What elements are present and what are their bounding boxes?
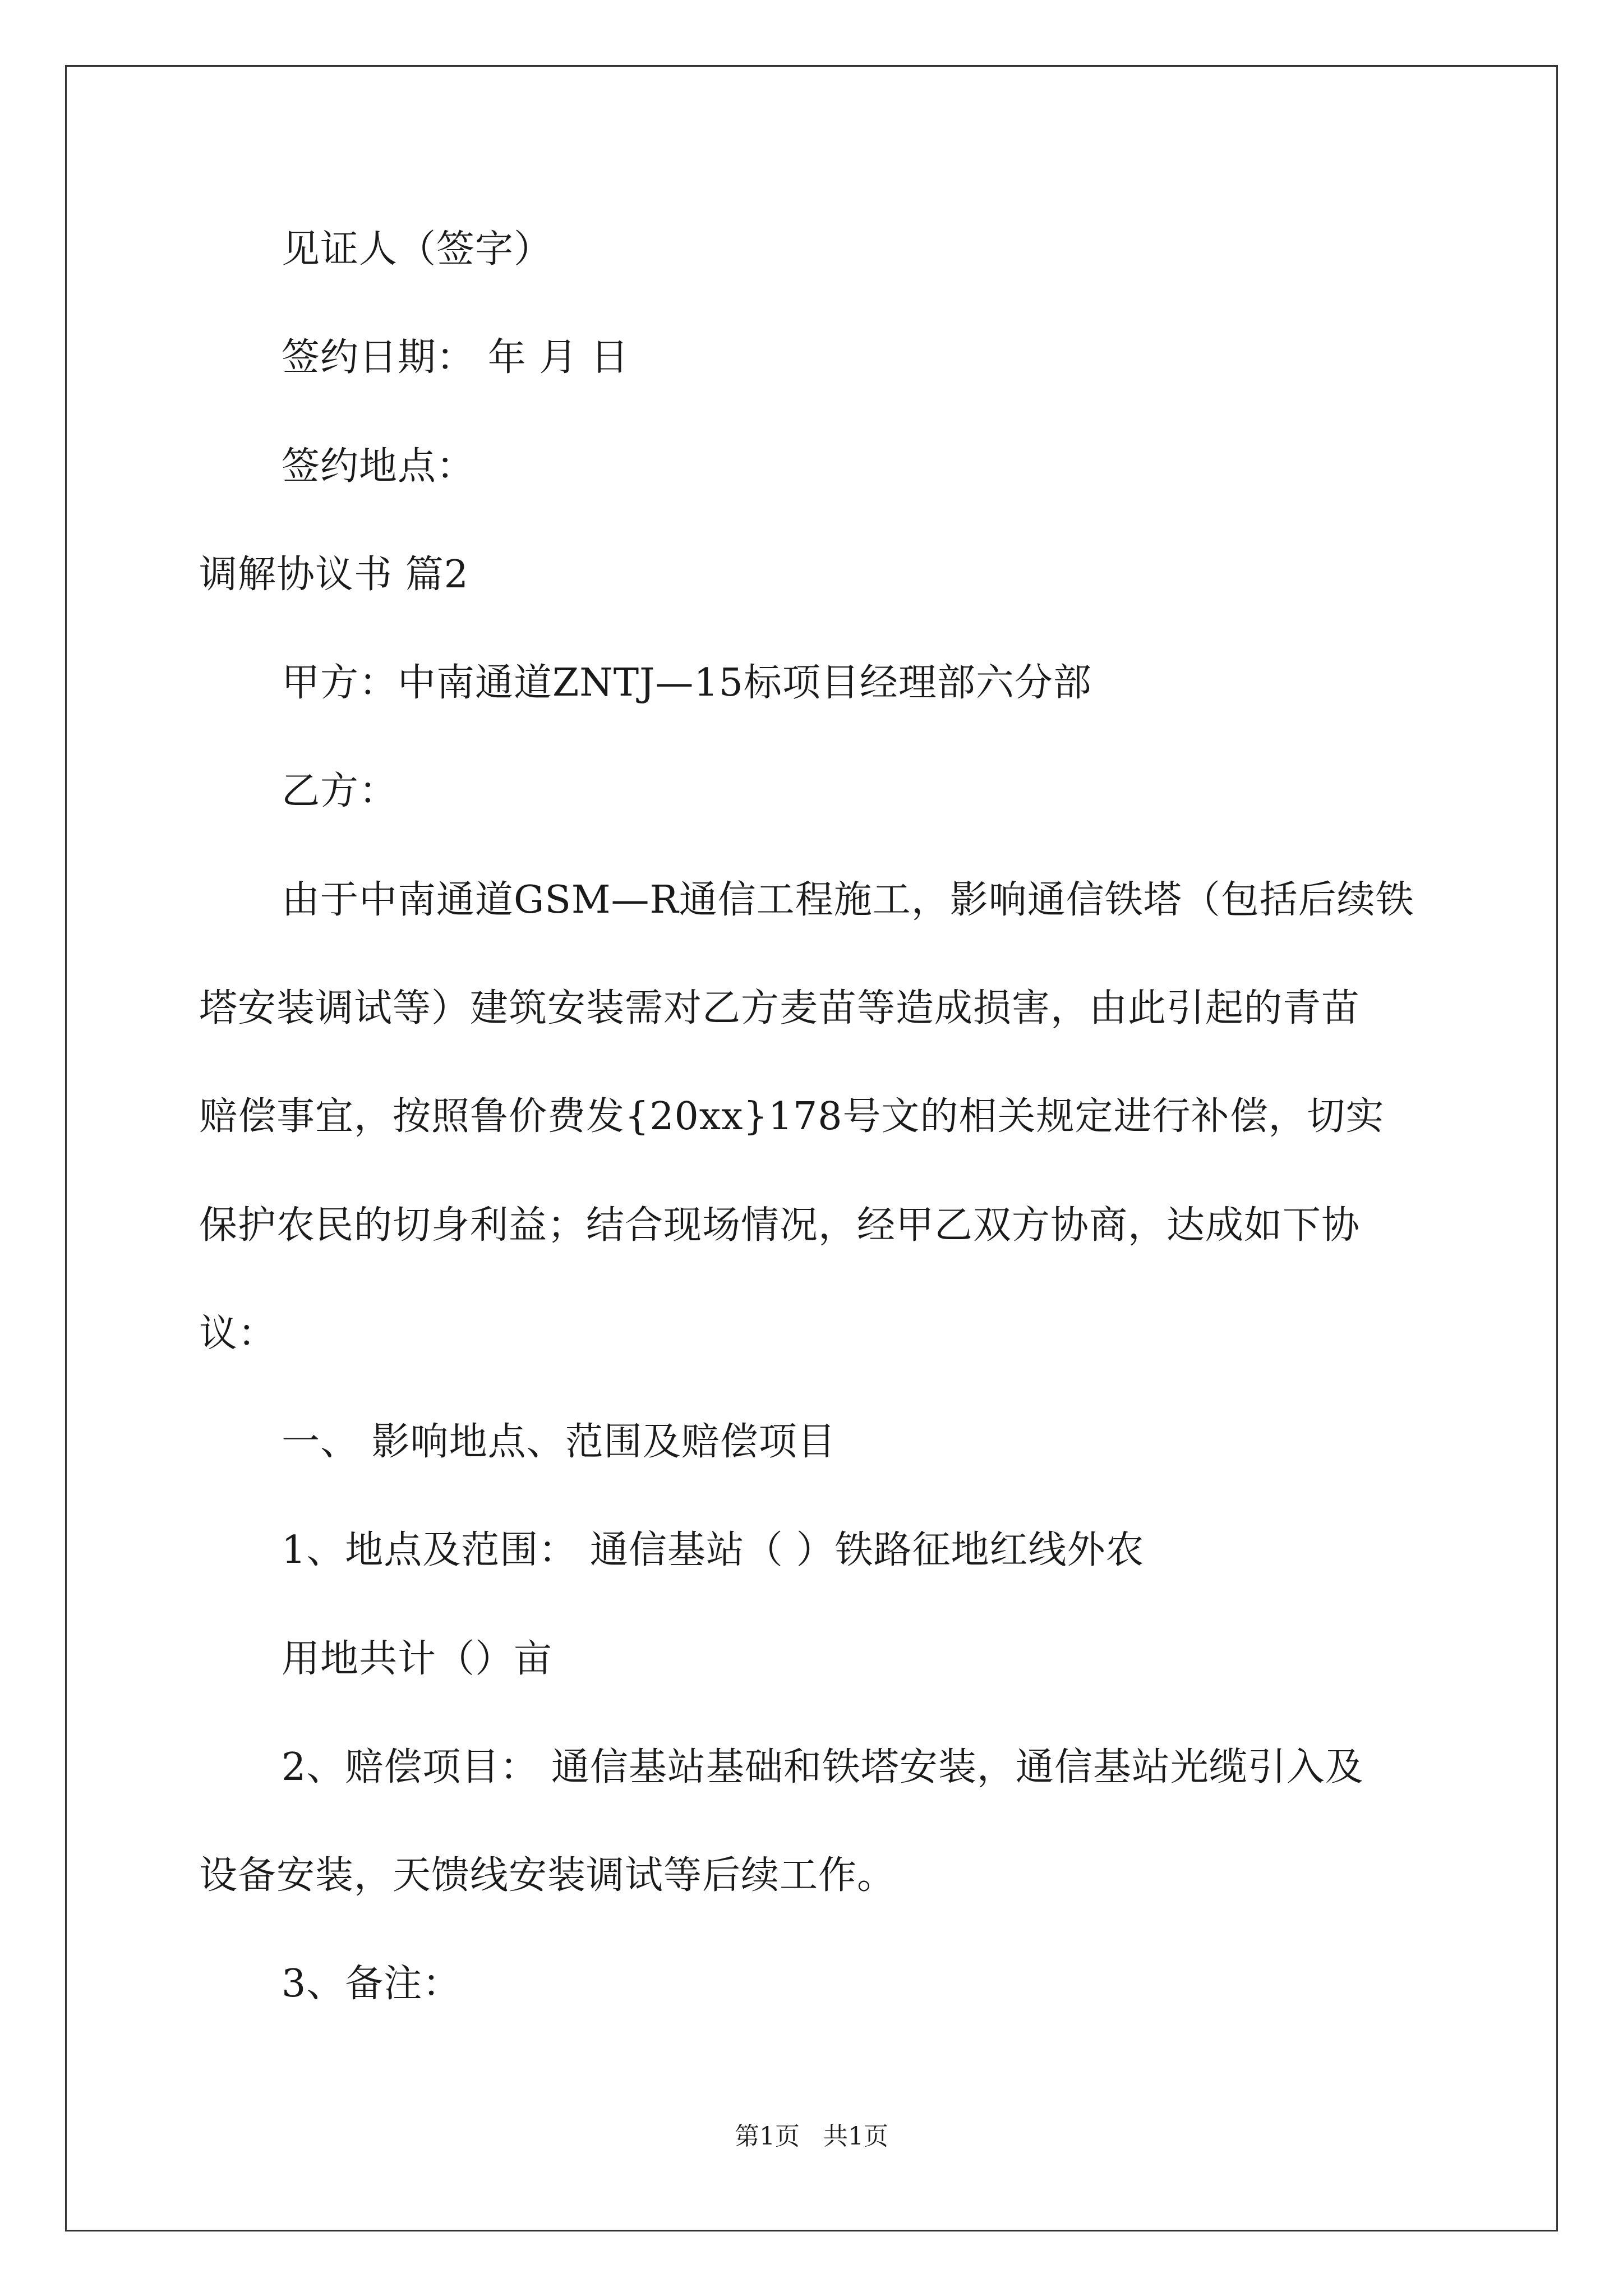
paragraph-line: 塔安装调试等）建筑安装需对乙方麦苗等造成损害，由此引起的青苗	[199, 986, 1361, 1030]
clause-item-remarks: 3、备注：	[282, 1962, 462, 2006]
clause-item-area: 用地共计（）亩	[282, 1637, 553, 1681]
signing-place-line: 签约地点：	[282, 444, 476, 489]
page-footer: 第1页 共1页	[735, 2122, 888, 2151]
paragraph-line: 议：	[199, 1312, 277, 1356]
party-a-line: 甲方：中南通道ZNTJ—15标项目经理部六分部	[282, 661, 1092, 705]
clause-item-compensation-cont: 设备安装，天馈线安装调试等后续工作。	[199, 1853, 896, 1898]
witness-signature-line: 见证人（签字）	[282, 227, 553, 272]
paragraph-line: 由于中南通道GSM—R通信工程施工，影响通信铁塔（包括后续铁	[282, 878, 1414, 922]
section-heading: 调解协议书 篇2	[199, 553, 469, 597]
paragraph-line: 赔偿事宜，按照鲁价费发{20xx}178号文的相关规定进行补偿，切实	[199, 1094, 1385, 1139]
page-border	[65, 65, 1558, 2231]
signing-date-line: 签约日期： 年 月 日	[282, 335, 629, 380]
party-b-line: 乙方：	[282, 769, 398, 813]
paragraph-line: 保护农民的切身利益；结合现场情况，经甲乙双方协商，达成如下协	[199, 1203, 1361, 1248]
clause-heading-1: 一、 影响地点、范围及赔偿项目	[282, 1420, 836, 1464]
clause-item-compensation: 2、赔偿项目： 通信基站基础和铁塔安装，通信基站光缆引入及	[282, 1745, 1364, 1789]
clause-item-location: 1、地点及范围： 通信基站（ ）铁路征地红线外农	[282, 1528, 1145, 1572]
